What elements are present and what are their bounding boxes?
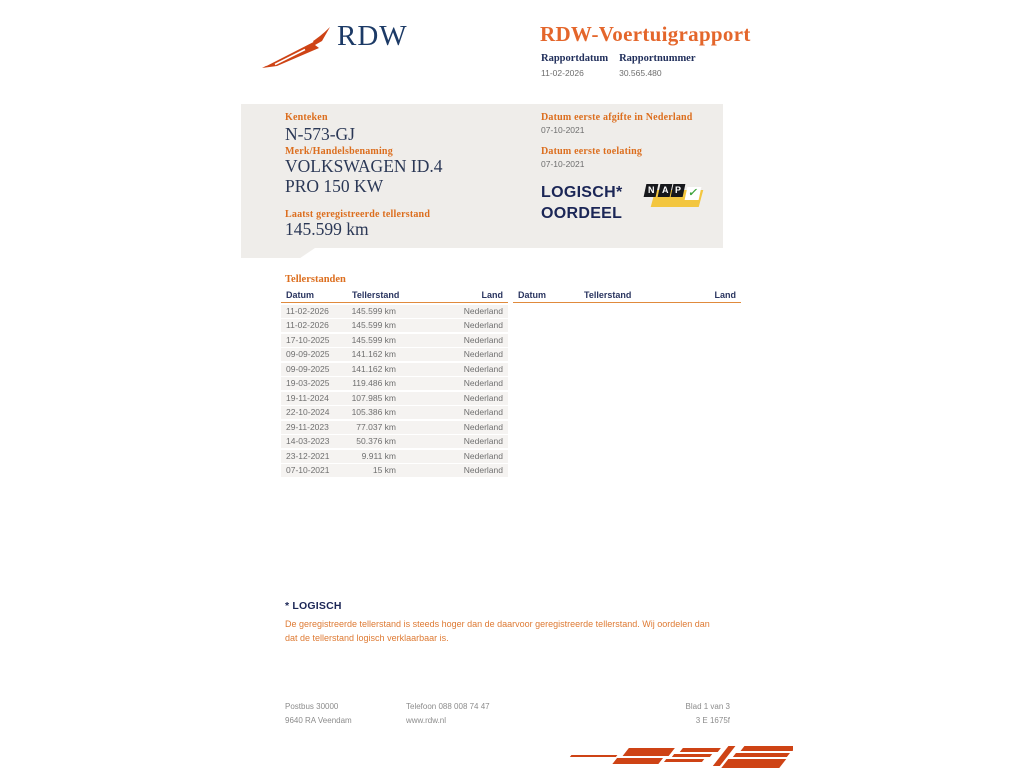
table-row: 19-11-2024 107.985 km Nederland <box>281 392 508 405</box>
rdw-flag-icon <box>260 22 334 72</box>
nap-letter-a: A <box>657 184 672 197</box>
footer-postbus: Postbus 30000 <box>285 702 339 711</box>
merk-line1: VOLKSWAGEN ID.4 <box>285 156 443 176</box>
footer-address <box>285 700 352 728</box>
rdw-logo <box>260 18 408 70</box>
rdw-logo-text: RDW <box>337 20 408 52</box>
col-datum: Datum <box>286 290 315 300</box>
kenteken-value: N-573-GJ <box>285 124 355 144</box>
oordeel-line2: OORDEEL <box>541 205 623 222</box>
table-header-row <box>513 289 741 303</box>
footnote-text: De geregistreerde tellerstand is steeds hoger dan de daarvoor geregistreerde tellerstand. Wij oordelen dan dat de tellerstand logisch verklaarbaar is. <box>285 619 710 643</box>
tellerstanden-table-right <box>513 289 741 303</box>
laatste-tellerstand-label: Laatst geregistreerde tellerstand <box>285 209 431 220</box>
page-title: RDW-Voertuigrapport <box>540 22 751 46</box>
footer-pageinfo <box>600 700 730 728</box>
rapportdatum <box>541 53 608 78</box>
merk-value <box>285 156 442 196</box>
table-row: 09-09-2025 141.162 km Nederland <box>281 348 508 361</box>
merk-line2: PRO 150 KW <box>285 176 384 196</box>
logisch-footnote <box>285 600 715 645</box>
table-row: 09-09-2025 141.162 km Nederland <box>281 363 508 376</box>
rapportnummer <box>619 53 695 78</box>
toelating-label: Datum eerste toelating <box>541 146 643 157</box>
rapportdatum-label: Rapportdatum <box>541 53 609 64</box>
oordeel-verdict <box>541 182 623 224</box>
col-tellerstand: Tellerstand <box>352 290 400 300</box>
col-land: Land <box>481 290 503 300</box>
rdw-swoosh-graphic <box>548 744 793 768</box>
footer-page-indicator: Blad 1 van 3 <box>685 702 730 711</box>
nap-check-icon: ✓ <box>684 187 701 200</box>
table-row: 22-10-2024 105.386 km Nederland <box>281 406 508 419</box>
kenteken-label: Kenteken <box>285 112 328 123</box>
footer-contact <box>406 700 490 728</box>
col-tellerstand: Tellerstand <box>584 290 632 300</box>
vehicle-summary-box <box>241 104 723 248</box>
nap-letter-p: P <box>671 184 686 197</box>
tellerstanden-heading: Tellerstanden <box>285 274 346 285</box>
rapportnummer-value: 30.565.480 <box>619 68 662 78</box>
footer-form-code: 3 E 1675f <box>695 716 730 725</box>
nap-letter-n: N <box>644 184 659 197</box>
table-row: 07-10-2021 15 km Nederland <box>281 464 508 477</box>
nap-logo <box>645 182 703 212</box>
footer-city: 9640 RA Veendam <box>285 716 352 725</box>
table-row: 19-03-2025 119.486 km Nederland <box>281 377 508 390</box>
merk-label: Merk/Handelsbenaming <box>285 146 393 157</box>
table-row: 17-10-2025 145.599 km Nederland <box>281 334 508 347</box>
footer-phone: Telefoon 088 008 74 47 <box>406 702 490 711</box>
toelating-value: 07-10-2021 <box>541 159 585 169</box>
oordeel-line1: LOGISCH* <box>541 184 623 201</box>
table-row: 14-03-2023 50.376 km Nederland <box>281 435 508 448</box>
tellerstanden-table-left <box>281 289 508 477</box>
col-land: Land <box>714 290 736 300</box>
footnote-title: * LOGISCH <box>285 600 342 612</box>
footer-website-link[interactable]: www.rdw.nl <box>406 716 447 725</box>
afgifte-value: 07-10-2021 <box>541 125 585 135</box>
table-row: 11-02-2026 145.599 km Nederland <box>281 319 508 332</box>
report-meta <box>541 53 696 78</box>
laatste-tellerstand-value: 145.599 km <box>285 219 369 239</box>
table-header-row <box>281 289 508 303</box>
rapportdatum-value: 11-02-2026 <box>541 68 584 78</box>
table-row: 11-02-2026 145.599 km Nederland <box>281 305 508 318</box>
table-row: 23-12-2021 9.911 km Nederland <box>281 450 508 463</box>
col-datum: Datum <box>518 290 547 300</box>
table-row: 29-11-2023 77.037 km Nederland <box>281 421 508 434</box>
rapportnummer-label: Rapportnummer <box>619 53 696 64</box>
afgifte-label: Datum eerste afgifte in Nederland <box>541 112 693 123</box>
